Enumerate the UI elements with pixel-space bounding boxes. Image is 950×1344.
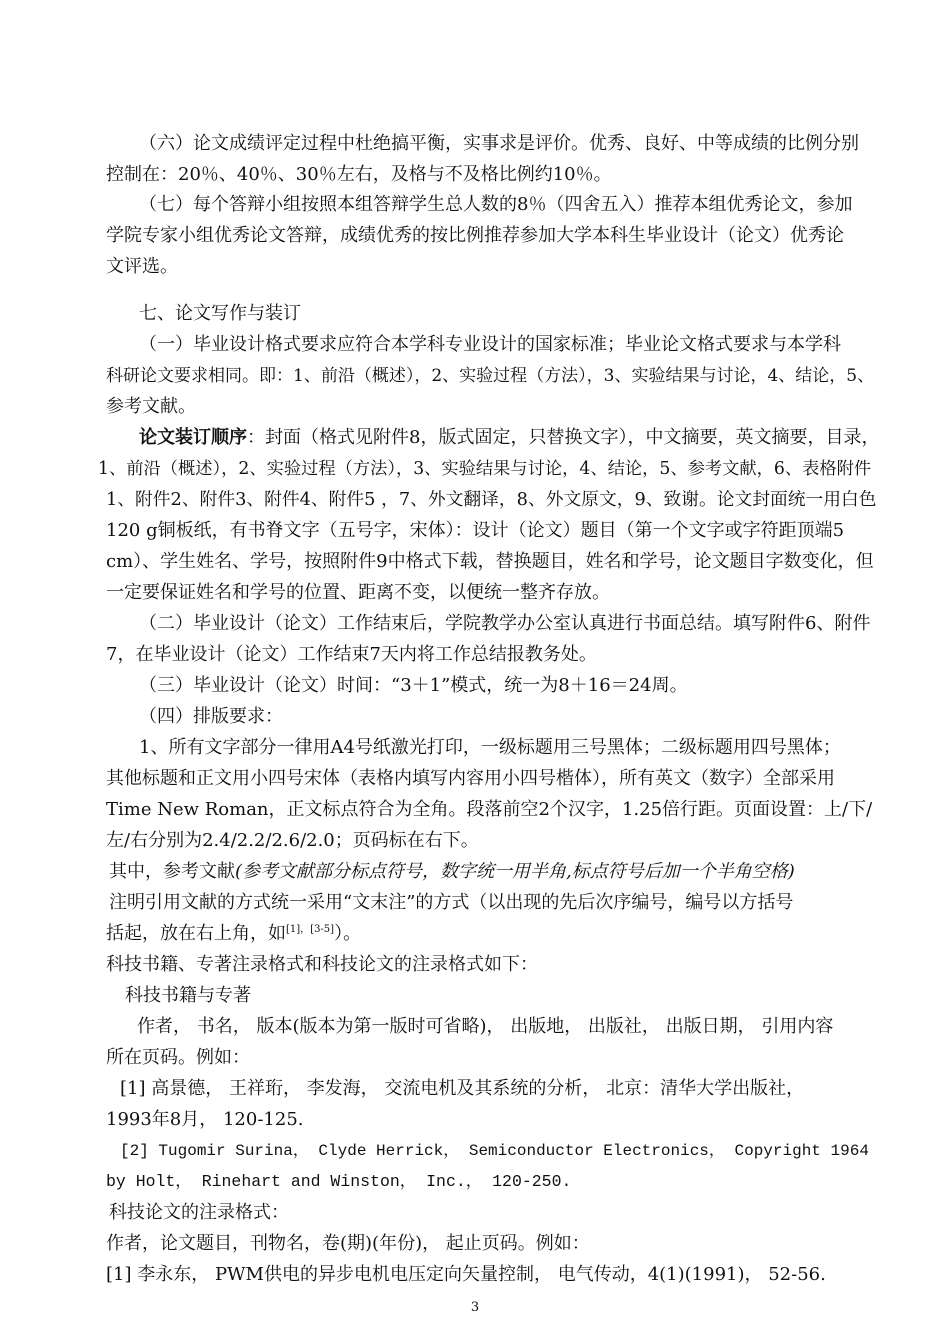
reference-note: (参考文献部分标点符号，数字统一用半角,标点符号后加一个半角空格)	[235, 861, 795, 882]
citation-line-2	[106, 922, 361, 946]
reference-intro: 其中，参考文献	[109, 861, 235, 882]
book-example-1-line-2: 1993年8月， 120-125.	[106, 1109, 304, 1130]
section-7-heading: 七、论文写作与装订	[139, 303, 301, 324]
paper-heading: 科技论文的注录格式：	[109, 1202, 289, 1223]
para-7-line-3: 文评选。	[106, 256, 178, 277]
binding-order-line-5: cm）、学生姓名、学号，按照附件9中格式下载，替换题目，姓名和学号，论文题目字数变化，但	[106, 551, 874, 572]
paper-example-1: [1] 李永东， PWM供电的异步电机电压定向矢量控制， 电气传动，4(1)(1991)， 52-56.	[106, 1264, 826, 1285]
format-line-1: 1、所有文字部分一律用A4号纸激光打印，一级标题用三号黑体；二级标题用四号黑体；	[139, 737, 841, 758]
para-7-line-2: 学院专家小组优秀论文答辩，成绩优秀的按比例推荐参加大学本科生毕业设计（论文）优秀论	[106, 225, 844, 246]
binding-order-line-6: 一定要保证姓名和学号的位置、距离不变，以便统一整齐存放。	[106, 582, 610, 603]
binding-order-line-1	[139, 426, 879, 450]
citation-line-1: 注明引用文献的方式统一采用“文末注”的方式（以出现的先后次序编号，编号以方括号	[109, 892, 794, 913]
books-heading: 科技书籍与专著	[125, 985, 251, 1006]
subsec-1-line-1: （一）毕业设计格式要求应符合本学科专业设计的国家标准；毕业论文格式要求与本学科	[139, 334, 841, 355]
subsec-1-line-2: 科研论文要求相同。即：1、前沿（概述），2、实验过程（方法），3、实验结果与讨论，4、结论，5、	[106, 366, 875, 386]
subsec-2-line-2: 7，在毕业设计（论文）工作结束7天内将工作总结报教务处。	[106, 644, 597, 665]
books-intro: 科技书籍、专著注录格式和科技论文的注录格式如下：	[106, 954, 538, 975]
subsec-1-line-3: 参考文献。	[106, 396, 196, 417]
book-example-2-line-2: by Holt， Rinehart and Winston， Inc.， 120-250.	[106, 1172, 572, 1191]
format-line-2: 其他标题和正文用小四号宋体（表格内填写内容用小四号楷体），所有英文（数字）全部采用	[106, 768, 835, 789]
page-number: 3	[470, 1300, 480, 1315]
format-line-3: Time New Roman，正文标点符合为全角。段落前空2个汉字，1.25倍行距。页面设置：上/下/	[106, 799, 873, 820]
book-example-1-line-1: [1] 高景德， 王祥珩， 李发海， 交流电机及其系统的分析， 北京：清华大学出版社，	[120, 1078, 805, 1099]
citation-end: ）。	[334, 923, 362, 944]
format-line-4: 左/右分别为2.4/2.2/2.6/2.0；页码标在右下。	[106, 830, 479, 851]
books-format-line-1: 作者， 书名， 版本(版本为第一版时可省略)， 出版地， 出版社， 出版日期， 引用内容	[137, 1016, 834, 1037]
books-format-line-2: 所在页码。例如：	[106, 1047, 250, 1068]
citation-text: 括起，放在右上角，如	[106, 923, 286, 944]
subsec-2-line-1: （二）毕业设计（论文）工作结束后，学院教学办公室认真进行书面总结。填写附件6、附件	[139, 613, 871, 634]
subsec-4: （四）排版要求：	[139, 706, 283, 727]
subsec-3: （三）毕业设计（论文）时间：“3＋1”模式，统一为8＋16＝24周。	[139, 675, 688, 696]
para-7-line-1: （七）每个答辩小组按照本组答辩学生总人数的8％（四舍五入）推荐本组优秀论文，参加	[139, 194, 853, 215]
paper-format: 作者，论文题目，刊物名，卷(期)(年份)， 起止页码。例如：	[106, 1233, 590, 1254]
binding-order-line-4: 120 g铜板纸，有书脊文字（五号字，宋体）：设计（论文）题目（第一个文字或字符距顶端5	[106, 520, 845, 541]
para-6-line-2: 控制在：20％、40％、30％左右，及格与不及格比例约10％。	[106, 164, 612, 185]
binding-order-line-3: 1、附件2、附件3、附件4、附件5 ，7、外文翻译，8、外文原文，9、致谢。论文封面统一用白色	[106, 490, 877, 510]
book-example-2-line-1: [2] Tugomir Surina， Clyde Herrick， Semiconductor Electronics， Copyright 1964	[120, 1142, 869, 1160]
para-6-line-1: （六）论文成绩评定过程中杜绝搞平衡，实事求是评价。优秀、良好、中等成绩的比例分别	[139, 133, 859, 154]
binding-order-text: ：封面（格式见附件8，版式固定，只替换文字），中文摘要，英文摘要，目录，	[247, 427, 880, 448]
citation-superscript: [1]，[3-5]	[286, 924, 335, 935]
binding-order-line-2: 1、前沿（概述），2、实验过程（方法），3、实验结果与讨论，4、结论，5、参考文献，6、表格附件	[98, 459, 872, 479]
reference-note-line	[109, 860, 795, 884]
binding-order-label: 论文装订顺序	[139, 427, 247, 448]
